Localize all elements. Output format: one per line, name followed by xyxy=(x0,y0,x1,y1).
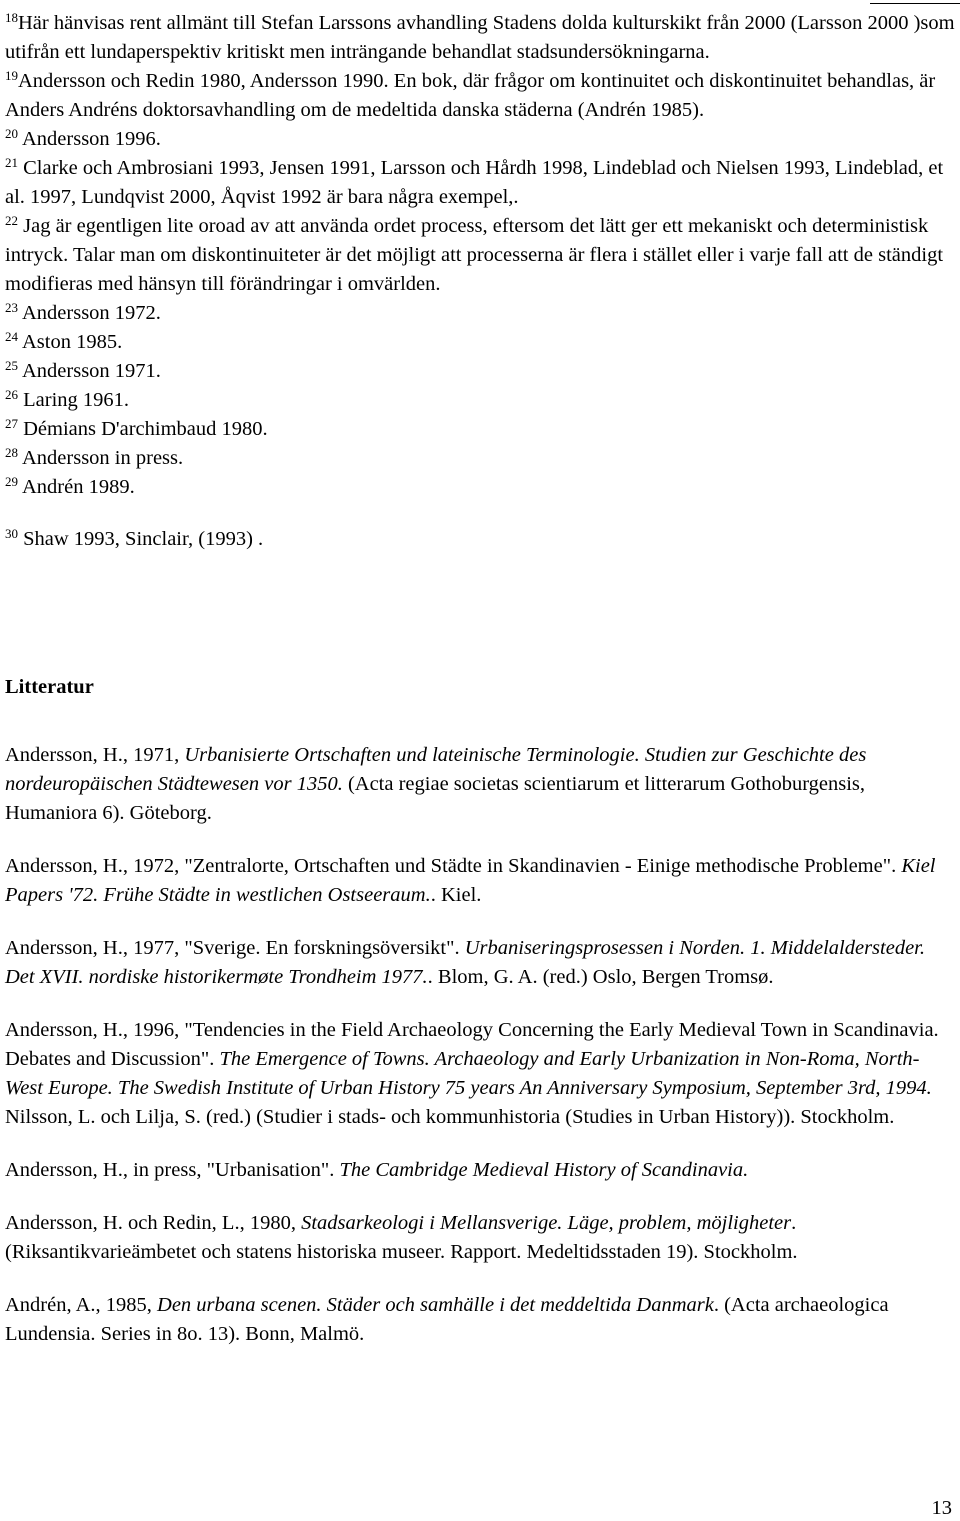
reference-text: . (Riksantikvarieämbetet och statens historiska museer. Rapport. Medeltidsstaden 19). Stockholm. xyxy=(5,1212,798,1263)
page-number: 13 xyxy=(931,1497,952,1519)
reference-title: The Cambridge Medieval History of Scandinavia. xyxy=(339,1159,749,1181)
footnote-27 xyxy=(5,415,955,444)
footnote-text: Démians D'archimbaud 1980. xyxy=(18,418,268,440)
footnote-text: Shaw 1993, Sinclair, (1993) . xyxy=(18,528,264,550)
reference-text: Andrén, A., 1985, xyxy=(5,1294,158,1316)
footnote-text: Andersson 1971. xyxy=(18,360,161,382)
footnote-number: 25 xyxy=(5,358,18,373)
footnote-number: 29 xyxy=(5,474,18,489)
footnote-24 xyxy=(5,328,955,357)
footnote-number: 30 xyxy=(5,526,18,541)
reference-title: Den urbana scenen. Städer och samhälle i det meddeltida Danmark xyxy=(157,1294,714,1316)
reference-text: . (Acta archaeologica Lundensia. Series in 8o. 13). Bonn, Malmö. xyxy=(5,1294,889,1345)
footnote-text: Andrén 1989. xyxy=(18,476,135,498)
references-list xyxy=(5,741,955,1373)
footnote-text: Andersson 1996. xyxy=(18,128,161,150)
footnote-number: 19 xyxy=(5,68,18,83)
footnote-21 xyxy=(5,154,955,212)
footnotes-section xyxy=(5,9,955,554)
reference-entry xyxy=(5,1291,955,1349)
footnote-text: Andersson 1972. xyxy=(18,302,161,324)
reference-text: Andersson, H., 1996, "Tendencies in the Field Archaeology Concerning the Early Medieval Town in Scandinavia. Debates and Discussion". xyxy=(5,1019,939,1070)
footnote-29 xyxy=(5,473,955,502)
reference-text: Andersson, H., 1977, "Sverige. En forskningsöversikt". xyxy=(5,937,465,959)
footnote-25 xyxy=(5,357,955,386)
reference-text: Nilsson, L. och Lilja, S. (red.) (Studier i stads- och kommunhistoria (Studies in Urban History)). Stockholm. xyxy=(5,1106,895,1128)
reference-text: Andersson, H., in press, "Urbanisation". xyxy=(5,1159,340,1181)
reference-text: Andersson, H., 1971, xyxy=(5,744,185,766)
reference-title: Stadsarkeologi i Mellansverige. Läge, problem, möjligheter xyxy=(301,1212,792,1234)
footnote-text: Här hänvisas rent allmänt till Stefan Larssons avhandling Stadens dolda kulturskikt från 2000 (Larsson 2000 )som utifrån ett lundaperspektiv kritiskt men inträngande behandlat stadsundersökningarna. xyxy=(5,12,955,63)
footnote-number: 22 xyxy=(5,213,18,228)
reference-entry xyxy=(5,1016,955,1132)
reference-entry xyxy=(5,1156,955,1185)
footnote-separator-line xyxy=(870,3,960,4)
reference-text: Andersson, H., 1972, "Zentralorte, Ortschaften und Städte in Skandinavien - Einige methodische Probleme". xyxy=(5,855,902,877)
footnote-18 xyxy=(5,9,955,67)
footnote-text: Clarke och Ambrosiani 1993, Jensen 1991, Larsson och Hårdh 1998, Lindeblad och Nielsen 1993, Lindeblad, et al. 1997, Lundqvist 2000, Åqvist 1992 är bara några exempel,. xyxy=(5,157,944,208)
reference-text: Andersson, H. och Redin, L., 1980, xyxy=(5,1212,302,1234)
footnote-26 xyxy=(5,386,955,415)
reference-entry xyxy=(5,1209,955,1267)
reference-entry xyxy=(5,852,955,910)
footnote-23 xyxy=(5,299,955,328)
reference-text: . Kiel. xyxy=(430,884,482,906)
footnote-28 xyxy=(5,444,955,473)
reference-title: Urbanisierte Ortschaften und lateinische Terminologie. Studien zur Geschichte des nordeuropäischen Städtewesen vor 1350. xyxy=(5,744,867,795)
footnote-number: 23 xyxy=(5,300,18,315)
reference-text: (Acta regiae societas scientiarum et litterarum Gothoburgensis, Humaniora 6). Göteborg. xyxy=(5,773,866,824)
footnote-number: 18 xyxy=(5,10,18,25)
footnote-text: Jag är egentligen lite oroad av att använda ordet process, eftersom det lätt ger ett mekaniskt och deterministisk intryck. Talar man om diskontinuiteter är det möjligt att processerna är flera i stället eller i varje fall att de ständigt modifieras med hänsyn till förändringar i omvärlden. xyxy=(5,215,944,295)
footnote-22 xyxy=(5,212,955,299)
footnote-text: Andersson och Redin 1980, Andersson 1990. En bok, där frågor om kontinuitet och diskontinuitet behandlas, är Anders Andréns doktorsavhandling om de medeltida danska städerna (Andrén 1985). xyxy=(5,70,936,121)
footnote-19 xyxy=(5,67,955,125)
reference-title: The Emergence of Towns. Archaeology and Early Urbanization in Non-Roma, North-West Europe. The Swedish Institute of Urban History 75 years An Anniversary Symposium, September 3rd, 1994. xyxy=(5,1048,932,1099)
footnote-number: 28 xyxy=(5,445,18,460)
section-heading-litteratur: Litteratur xyxy=(5,676,94,698)
footnote-number: 24 xyxy=(5,329,18,344)
reference-entry xyxy=(5,934,955,992)
footnote-number: 20 xyxy=(5,126,18,141)
footnote-text: Laring 1961. xyxy=(18,389,130,411)
reference-title: Kiel Papers '72. Frühe Städte in westlichen Ostseeraum. xyxy=(5,855,936,906)
reference-entry xyxy=(5,741,955,828)
footnote-20 xyxy=(5,125,955,154)
footnote-text: Aston 1985. xyxy=(18,331,123,353)
footnote-number: 27 xyxy=(5,416,18,431)
footnote-number: 21 xyxy=(5,155,18,170)
footnote-30 xyxy=(5,525,955,554)
footnote-text: Andersson in press. xyxy=(18,447,184,469)
footnote-number: 26 xyxy=(5,387,18,402)
reference-title: Urbaniseringsprosessen i Norden. 1. Middelaldersteder. Det XVII. nordiske historikermøte Trondheim 1977. xyxy=(5,937,925,988)
reference-text: . Blom, G. A. (red.) Oslo, Bergen Tromsø. xyxy=(427,966,774,988)
